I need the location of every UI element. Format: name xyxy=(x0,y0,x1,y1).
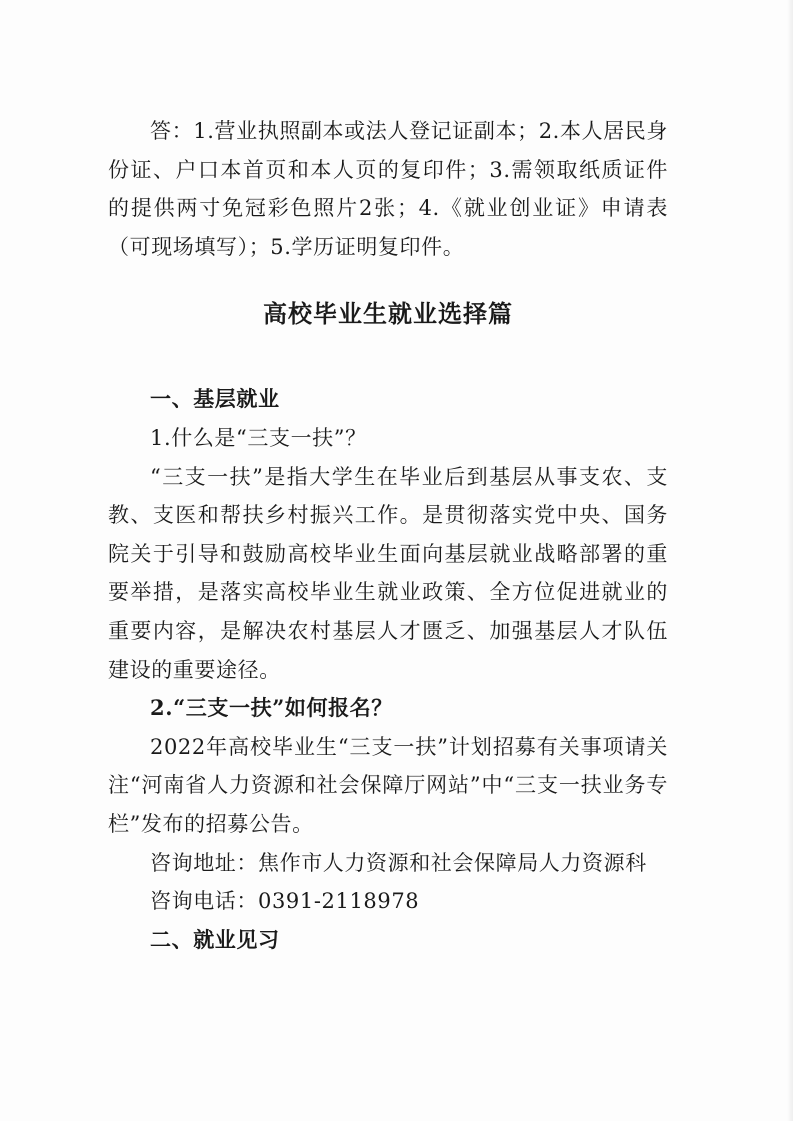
answer-how-to-apply: 2022年高校毕业生“三支一扶”计划招募有关事项请关注“河南省人力资源和社会保障厅网站”中“三支一扶业务专栏”发布的招募公告。 xyxy=(108,734,668,836)
question-how-to-apply: 2.“三支一扶”如何报名？ xyxy=(150,695,393,721)
consult-phone: 咨询电话：0391-2118978 xyxy=(150,889,420,914)
heading-grassroots-employment: 一、基层就业 xyxy=(150,386,280,412)
answer-what-is-sanzhiyifu: “三支一扶”是指大学生在毕业后到基层从事支农、支教、支医和帮扶乡村振兴工作。是贯彻落实党中央、国务院关于引导和鼓励高校毕业生面向基层就业战略部署的重要举措，是落实高校毕业生就业政策、全方位促进就业的重要内容，是解决农村基层人才匮乏、加强基层人才队伍建设的重要途径。 xyxy=(108,464,668,682)
document-body xyxy=(108,112,668,959)
heading-internship: 二、就业见习 xyxy=(150,926,280,952)
consult-address: 咨询地址：焦作市人力资源和社会保障局人力资源科 xyxy=(150,850,647,875)
question-what-is-sanzhiyifu: 1.什么是“三支一扶”？ xyxy=(150,425,367,450)
scan-edge-shadow xyxy=(787,0,793,1121)
section-title: 高校毕业生就业选择篇 xyxy=(263,299,513,329)
answer-paragraph: 答：1.营业执照副本或法人登记证副本；2.本人居民身份证、户口本首页和本人页的复印件；3.需领取纸质证件的提供两寸免冠彩色照片2张；4.《就业创业证》申请表（可现场填写）；5.学历证明复印件。 xyxy=(108,119,668,259)
